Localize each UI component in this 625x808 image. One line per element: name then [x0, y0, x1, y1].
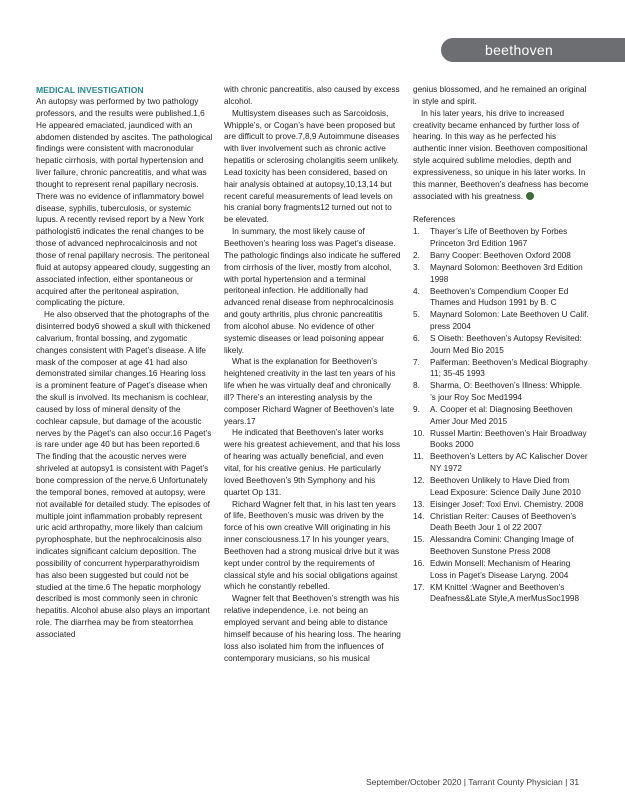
column-1 — [36, 84, 213, 641]
reference-item: 10. Russel Martin: Beethoven’s Hair Broadway Books 2000 — [413, 428, 587, 450]
reference-item: 8. Sharma, O: Beethoven’s Illness: Whipple. ’s jour Roy Soc Med1994 — [413, 381, 583, 403]
page-footer: September/October 2020 | Tarrant County Physician | 31 — [366, 777, 580, 787]
reference-item: 17. KM Knittel :Wagner and Beethoven’s Deafness&Late Style,A merMusSoc1998 — [413, 582, 580, 604]
reference-item: 6. S Oiseth: Beethoven’s Autopsy Revisited: Journ Med Bio 2015 — [413, 333, 582, 355]
paragraph: In summary, the most likely cause of Beethoven’s hearing loss was Paget’s disease. The pathologic findings also indicate he suffered from cirrhosis of the liver, mostly from alcohol, with portal hypertension and a terminal peritoneal infection. He additionally had advanced renal disease from nephrocalcinosis and gouty arthritis, plus chronic pancreatitis from alcohol abuse. No evidence of other systemic diseases or lead poisoning appear likely. — [224, 227, 401, 355]
column-3 — [413, 84, 590, 605]
references-list — [413, 226, 590, 605]
paragraph: with chronic pancreatitis, also caused by excess alcohol. — [224, 85, 400, 106]
reference-item: 1. Thayer’s Life of Beethoven by Forbes Princeton 3rd Edition 1967 — [413, 227, 568, 249]
reference-item: 4. Beethoven’s Compendium Cooper Ed Thames and Hudson 1991 by B. C — [413, 286, 569, 308]
reference-item: 11. Beethoven’s Letters by AC Kalischer Dover NY 1972 — [413, 452, 588, 474]
reference-item: 2. Barry Cooper: Beethoven Oxford 2008 — [413, 250, 571, 260]
reference-item: 15. Alessandra Comini: Changing Image of Beethoven Sunstone Press 2008 — [413, 535, 574, 557]
reference-item: 3. Maynard Solomon: Beethoven 3rd Edition 1998 — [413, 262, 583, 284]
paragraph: Multisystem diseases such as Sarcoidosis, Whipple’s, or Cogan’s have been proposed but are difficult to prove.7,8,9 Autoimmune diseases with liver involvement such as chronic active hepatitis or sclerosing cholangitis seem unlikely. Lead toxicity has been considered, based on hair analysis obtained at autopsy,10,13,14 but recent careful measurements of lead levels on his cranial bony fragments12 turned out not to be elevated. — [224, 108, 400, 225]
reference-item: 9. A. Cooper et al: Diagnosing Beethoven Amer Jour Med 2015 — [413, 404, 573, 426]
paragraph: He indicated that Beethoven’s later works were his greatest achievement, and that his loss of hearing was actually beneficial, and even vital, for his creative genius. He particularly loved Beethoven’s 9th Symphony and his quartet Op 131. — [224, 428, 401, 497]
paragraph: genius blossomed, and he remained an original in style and spirit. — [413, 85, 587, 106]
paragraph: An autopsy was performed by two pathology professors, and the results were published.1,6 He appeared emaciated, jaundiced with an abdomen distended by ascites. The pathological findings were consistent with macronodular hepatic cirrhosis, with portal hypertension and liver failure, chronic pancreatitis, and what was thought to represent renal papillary necrosis. There was no evidence of inflammatory bowel disease, syphilis, tuberculosis, or systemic lupus. A recently revised report by a New York pathologist6 indicates the renal changes to be those of advanced nephrocalcinosis and not those of renal papillary necrosis. The peritoneal fluid at autopsy appeared cloudy, suggesting an associated infection, either spontaneous or acquired after the peritoneal aspiration, complicating the picture. — [36, 97, 213, 308]
reference-item: 7. Palferman: Beethoven’s Medical Biography 11; 35-45 1993 — [413, 357, 588, 379]
paragraph: What is the explanation for Beethoven’s heightened creativity in the last ten years of his life when he was virtually deaf and chronically ill? There’s an interesting analysis by the composer Richard Wagner of Beethoven’s late years.17 — [224, 357, 396, 426]
reference-item: 14. Christian Reiter: Causes of Beethoven’s Death Beeth Jour 1 ol 22 2007 — [413, 511, 577, 533]
reference-item: 16. Edwin Monsell: Mechanism of Hearing Loss in Paget’s Disease Laryng. 2004 — [413, 558, 571, 580]
section-tab — [441, 38, 625, 62]
section-heading: MEDICAL INVESTIGATION — [36, 85, 144, 95]
column-2 — [224, 84, 401, 664]
paragraph — [413, 108, 590, 203]
section-tab-label: beethoven — [485, 42, 554, 58]
paragraph-text: In his later years, his drive to increased creativity became enhanced by further loss of hearing. In this way as he perfected his authentic inner vision. Beethoven compositional style acquired sublime melodies, depth and expressiveness, so unique in his later works. In this manner, Beethoven’s deafness has become associated with his greatness. — [413, 108, 589, 201]
reference-item: 12. Beethoven Unlikely to Have Died from Lead Exposure: Science Daily June 2010 — [413, 476, 581, 497]
end-mark-icon — [526, 192, 534, 200]
reference-item: 13. Eisinger Josef: Toxi Envi. Chemistry. 2008 — [413, 499, 584, 509]
paragraph: Richard Wagner felt that, in his last ten years of life, Beethoven’s music was driven by the force of his own creative Will originating in his inner consciousness.17 In his younger years, Beethoven had a strong musical drive but it was kept under control by the requirements of classical style and his social obligations against which he constantly rebelled. — [224, 499, 400, 592]
references-heading: References — [413, 215, 456, 225]
paragraph: He also observed that the photographs of the disinterred body6 showed a skull with thickened calvarium, frontal bossing, and zygomatic changes consistent with Paget’s disease. A life mask of the composer at age 41 had also demonstrated similar changes.16 Hearing loss is a prominent feature of Paget’s disease when the skull is involved. Its mechanism is cochlear, caused by loss of mineral density of the cochlear capsule, but damage of the acoustic nerves by the Paget’s can also occur.16 Paget’s is rare under age 40 but has been reported.6 The finding that the acoustic nerves were shriveled at autopsy1 is consistent with Paget’s bone compression of the nerve.6 Unfortunately the temporal bones, removed at autopsy, were not available for detailed study. The episodes of multiple joint inflammation probably represent uric acid arthropathy, more likely than calcium pyrophosphate, but the nephrocalcinosis also indicates significant calcium deposition. The possibility of concurrent hyperparathyroidism has also been suggested but could not be studied at the time.6 The hepatic morphology described is most commonly seen in chronic hepatitis. Alcohol abuse also plays an important role. The diarrhea may be from steatorrhea associated — [36, 310, 212, 639]
reference-item: 5. Maynard Solomon: Late Beethoven U Calif. press 2004 — [413, 310, 589, 332]
paragraph: Wagner felt that Beethoven’s strength was his relative independence, i.e. not being an employed servant and being able to distance himself because of his hearing loss. The hearing loss also isolated him from the influences of contemporary musicians, so his musical — [224, 594, 401, 663]
